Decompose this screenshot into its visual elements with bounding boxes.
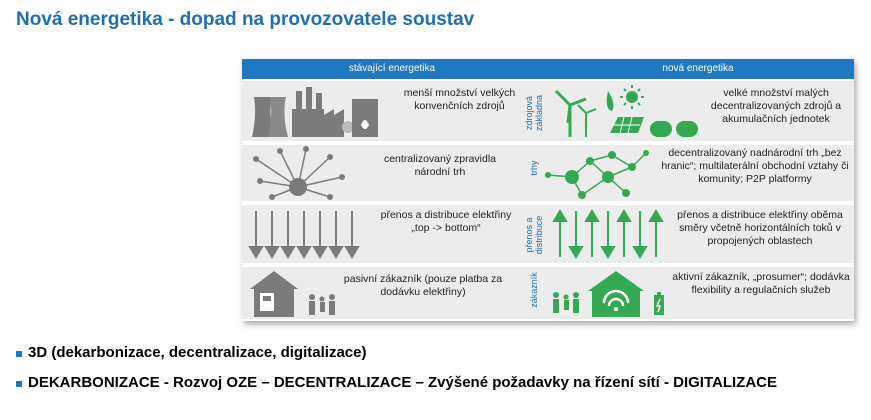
top-down-arrows-icon xyxy=(248,209,368,259)
side-label-generation: zdrojová základna xyxy=(524,94,544,132)
bidirectional-arrows-icon xyxy=(552,209,662,259)
centralized-market-icon xyxy=(250,147,350,199)
new-customer-text: aktivní zákazník, „prosumer“; dodávka flexibility a regulačních služeb xyxy=(672,271,850,296)
old-customer-text: pasivní zákazník (pouze platba za dodávku elektřiny) xyxy=(343,273,503,298)
side-label-transmission: přenos a distribuce xyxy=(524,215,544,255)
header-new-energy: nová energetika xyxy=(542,59,854,79)
old-generation-text: menší množství velkých konvenčních zdrojů xyxy=(403,87,516,112)
new-generation-text: velké množství malých decentralizovaných zdrojů a akumulačních jednotek xyxy=(710,87,842,125)
new-transmission-text: přenos a distribuce elektřiny oběma směry včetně horizontálních toků v propojených oblastech xyxy=(677,209,843,247)
row-generation-base xyxy=(242,81,854,141)
header-existing-energy: stávající energetika xyxy=(242,59,542,79)
passive-customer-house-icon xyxy=(248,269,338,317)
comparison-panel xyxy=(242,59,854,321)
power-plant-icon xyxy=(248,85,383,137)
renewables-icon xyxy=(552,83,702,139)
page-title: Nová energetika - dopad na provozovatele soustav xyxy=(16,9,475,30)
side-label-customer: zákazník xyxy=(529,272,539,308)
bullet-marker-1 xyxy=(16,351,22,357)
row-customer xyxy=(242,267,854,319)
row-transmission xyxy=(242,205,854,263)
row-markets xyxy=(242,145,854,201)
bullet-marker-2 xyxy=(16,381,22,387)
bullet-3d: 3D (dekarbonizace, decentralizace, digitalizace) xyxy=(28,344,367,361)
bullet-decarbonization: DEKARBONIZACE - Rozvoj OZE – DECENTRALIZACE – Zvýšené požadavky na řízení sítí - DIGITALIZACE xyxy=(28,374,777,391)
decentralized-market-icon xyxy=(542,147,652,199)
new-market-text: decentralizovaný nadnárodní trh „bez hranic“; multilaterální obchodní vztahy či komunity; P2P platformy xyxy=(661,147,849,185)
side-label-markets: trhy xyxy=(529,160,539,176)
old-transmission-text: přenos a distribuce elektřiny „top -> bottom“ xyxy=(380,209,512,234)
active-customer-smart-home-icon xyxy=(548,269,668,317)
old-market-text: centralizovaný zpravidla národní trh xyxy=(383,153,497,178)
